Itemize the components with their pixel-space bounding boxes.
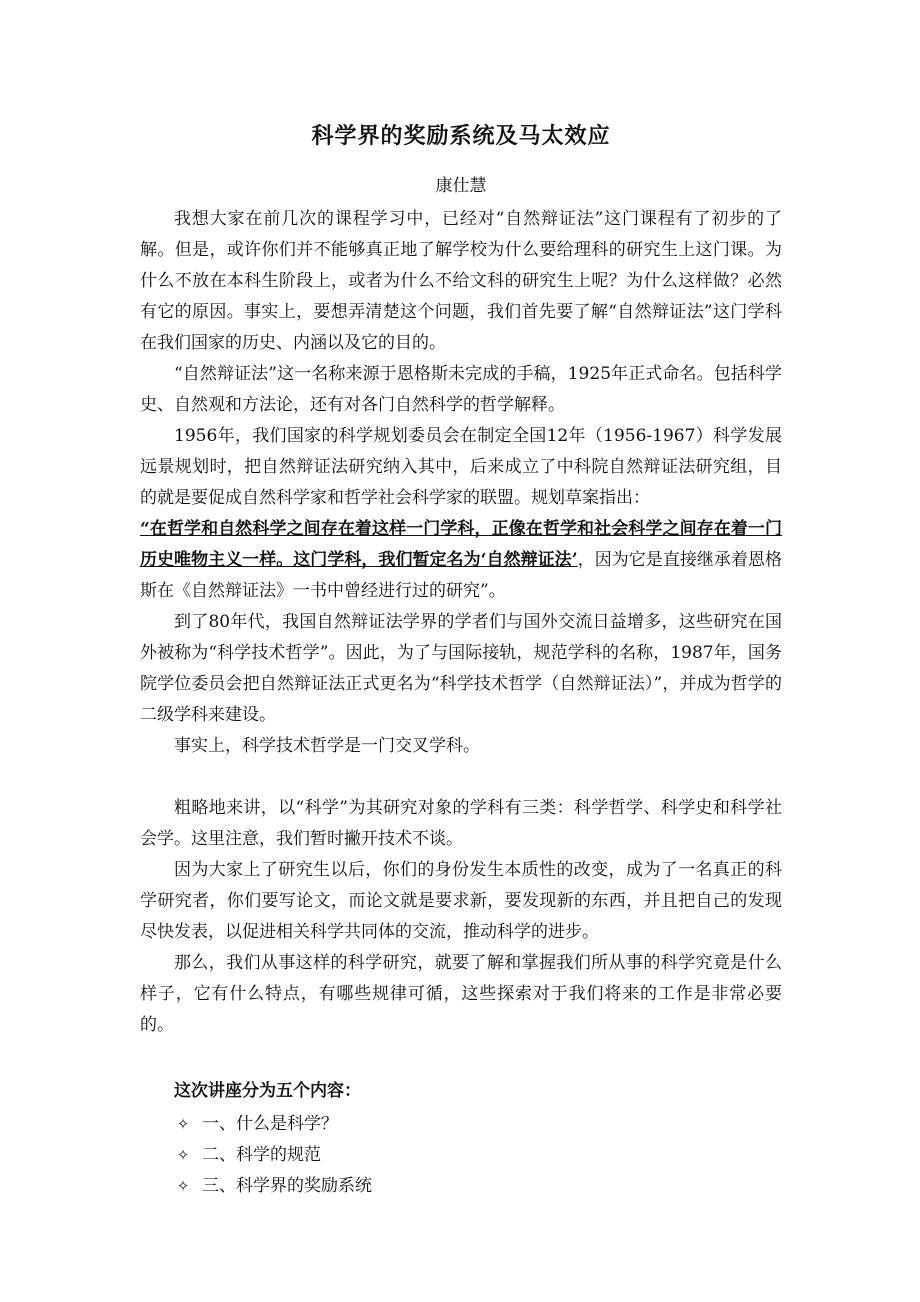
outline-item-label: 三、科学界的奖励系统 [202,1176,372,1196]
paragraph-understanding: 那么，我们从事这样的科学研究，就要了解和掌握我们所从事的科学究竟是什么样子，它有什么特点，有哪些规律可循，这些探索对于我们将来的工作是非常必要的。 [140,953,782,1035]
paragraph-intro: 我想大家在前几次的课程学习中，已经对“自然辩证法”这门课程有了初步的了解。但是，或许你们并不能够真正地了解学校为什么要给理科的研究生上这门课。为什么不放在本科生阶段上，或者为什么不给文科的研究生上呢？为什么这样做？必然有它的原因。事实上，要想弄清楚这个问题，我们首先要了解“自然辩证法”这门学科在我们国家的历史、内涵以及它的目的。 [140,209,782,353]
document-page [140,118,782,1202]
blank-line [140,1041,782,1076]
outline-item [174,1171,782,1202]
paragraph-1980s: 到了80年代，我国自然辩证法学界的学者们与国外交流日益增多，这些研究在国外被称为“科学技术哲学”。因此，为了与国际接轨，规范学科的名称，1987年，国务院学位委员会把自然辩证法正式更名为“科学技术哲学（自然辩证法）”，并成为哲学的二级学科来建设。 [140,612,782,725]
paragraph-interdisciplinary: 事实上，科学技术哲学是一门交叉学科。 [174,736,480,756]
document-title: 科学界的奖励系统及马太效应 [311,123,611,149]
paragraph-naming: “自然辩证法”这一名称来源于恩格斯未完成的手稿，1925年正式命名。包括科学史、自然观和方法论，还有对各门自然科学的哲学解释。 [140,364,782,415]
outline-heading: 这次讲座分为五个内容： [174,1081,361,1101]
quote-open-mark: “ [140,519,150,539]
outline-item-label: 一、什么是科学？ [202,1114,338,1134]
diamond-bullet-icon: ✧ [176,1146,190,1164]
blank-line [140,762,782,793]
quote-emphasis: 在哲学和自然科学之间存在着这样一门学科，正像在哲学和社会科学之间存在着一门历史唯物主义一样。这门学科，我们暂定名为‘自然辩证法’ [140,519,782,570]
outline-list [140,1109,782,1202]
outline-item-label: 二、科学的规范 [202,1145,321,1165]
diamond-bullet-icon: ✧ [176,1115,190,1133]
author-name: 康仕慧 [435,176,487,196]
outline-item [174,1109,782,1140]
quote-rest: ，因为它是直接继承着恩格斯在《自然辩证法》一书中曾经进行过的研究”。 [140,550,783,601]
paragraph-three-disciplines: 粗略地来讲，以“科学”为其研究对象的学科有三类：科学哲学、科学史和科学社会学。这里注意，我们暂时撇开技术不谈。 [140,798,782,849]
paragraph-1956-plan: 1956年，我们国家的科学规划委员会在制定全国12年（1956-1967）科学发展远景规划时，把自然辩证法研究纳入其中，后来成立了中科院自然辩证法研究组，目的就是要促成自然科学家和哲学社会科学家的联盟。规划草案指出： [140,426,782,508]
diamond-bullet-icon: ✧ [176,1177,190,1195]
plan-quote [140,514,782,607]
paragraph-researcher: 因为大家上了研究生以后，你们的身份发生本质性的改变，成为了一名真正的科学研究者，你们要写论文，而论文就是要求新，要发现新的东西，并且把自己的发现尽快发表，以促进相关科学共同体的交流，推动科学的进步。 [140,860,782,942]
outline-item [174,1140,782,1171]
